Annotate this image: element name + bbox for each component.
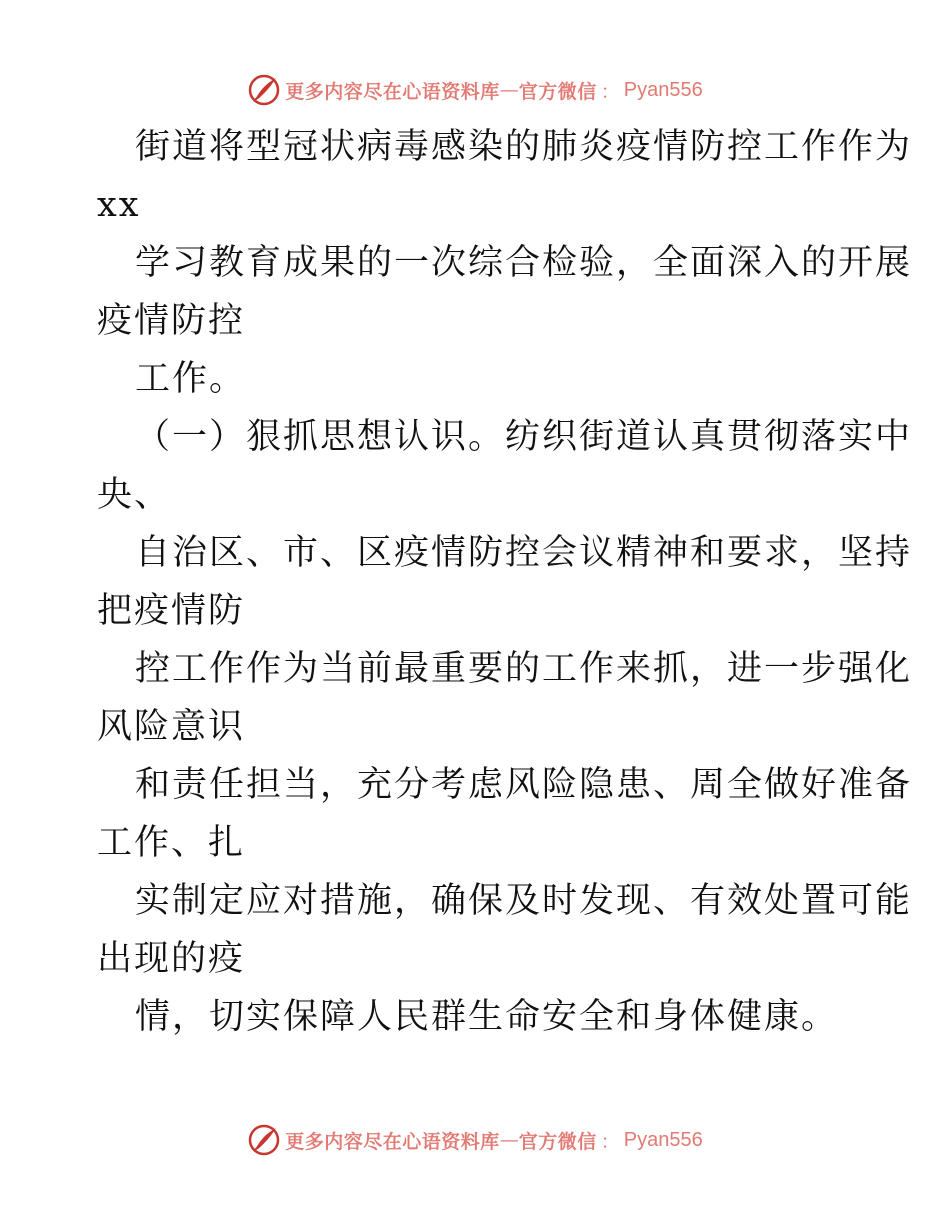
text-line: 出现的疫	[97, 939, 246, 979]
text-line: 情，切实保障人民群生命安全和身体健康。	[135, 997, 839, 1037]
banner-separator: ：	[600, 80, 620, 103]
text-line: 街道将型冠状病毒感染的肺炎疫情防控工作作为	[135, 127, 913, 167]
banner-account-id: Pyan556	[623, 1128, 703, 1151]
text-line: 实制定应对措施，确保及时发现、有效处置可能	[135, 881, 913, 921]
text-line: 自治区、市、区疫情防控会议精神和要求，坚持	[135, 533, 913, 573]
banner-account-id: Pyan556	[623, 78, 703, 101]
feather-quill-logo-icon	[247, 1123, 281, 1157]
text-line: （一）狠抓思想认识。纺织街道认真贯彻落实中	[135, 417, 913, 457]
text-line: 学习教育成果的一次综合检验，全面深入的开展	[135, 243, 913, 283]
text-line: xx	[97, 185, 141, 225]
feather-quill-logo-icon	[247, 73, 281, 107]
text-line: 疫情防控	[97, 301, 246, 341]
banner-tagline: 更多内容尽在心语资料库	[285, 80, 500, 103]
document-body	[97, 118, 913, 1046]
text-line: 把疫情防	[97, 591, 246, 631]
banner-account-label: 官方微信	[518, 1130, 597, 1153]
text-line: 工作、扎	[97, 823, 246, 863]
text-line: 央、	[97, 475, 172, 515]
banner-dash: —	[499, 79, 519, 101]
text-line: 风险意识	[97, 707, 246, 747]
text-line: 控工作作为当前最重要的工作来抓，进一步强化	[135, 649, 913, 689]
banner-tagline: 更多内容尽在心语资料库	[285, 1130, 500, 1153]
text-line: 和责任担当，充分考虑风险隐患、周全做好准备	[135, 765, 913, 805]
banner-dash: —	[499, 1129, 519, 1151]
header-watermark-banner	[0, 70, 950, 110]
text-line: 工作。	[135, 359, 247, 399]
footer-watermark-banner	[0, 1120, 950, 1160]
banner-account-label: 官方微信	[518, 80, 597, 103]
banner-separator: ：	[600, 1130, 620, 1153]
